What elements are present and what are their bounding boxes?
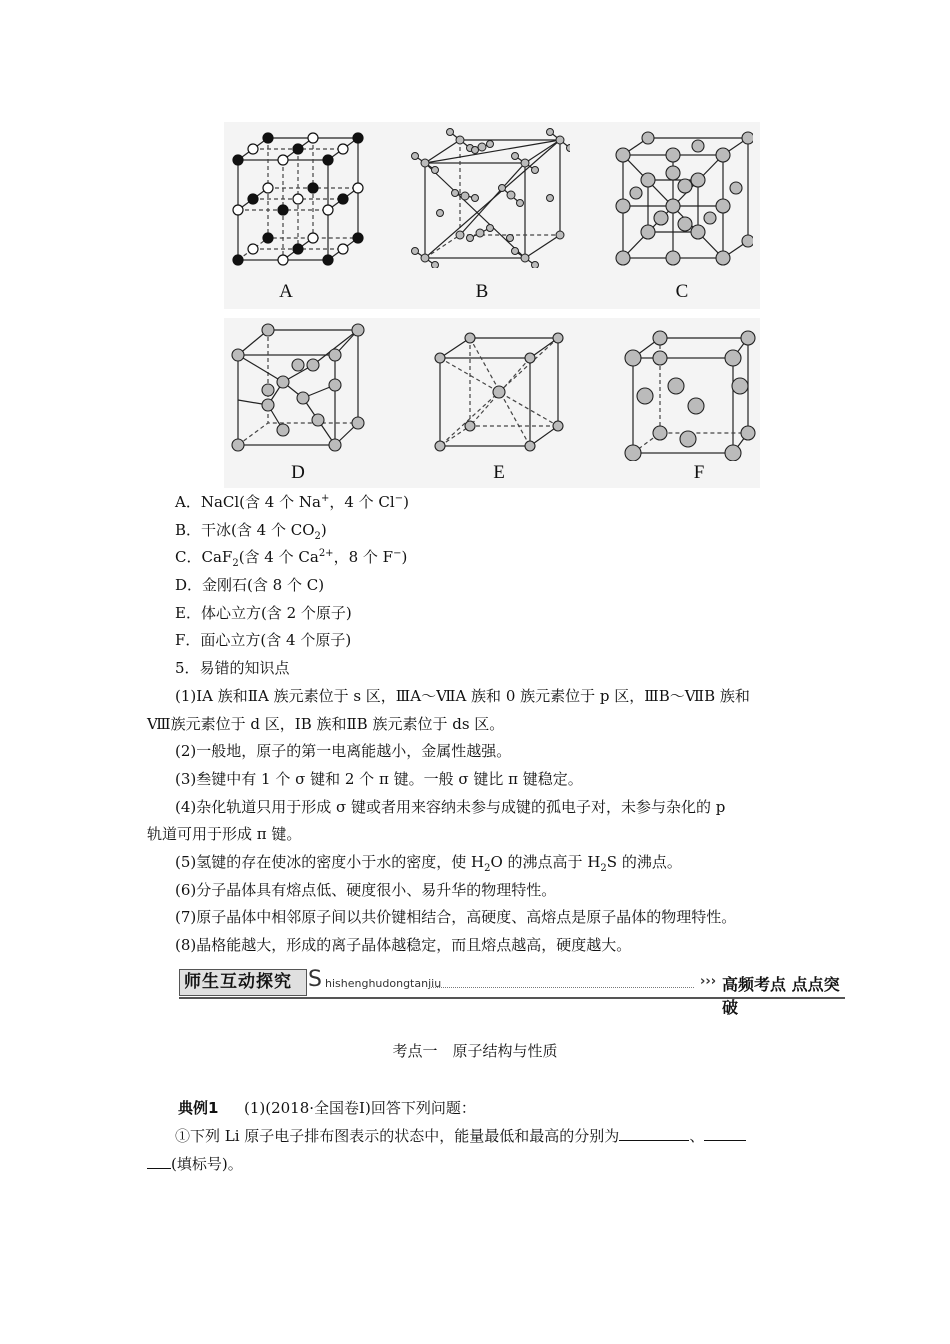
answer-blank-highest-part2[interactable] [147, 1154, 171, 1169]
section-banner [179, 967, 845, 1017]
example-intro [178, 1098, 476, 1118]
crystal-item-f: F．面心立方(含 4 个原子) [175, 631, 352, 649]
knowledge-point-2: (2)一般地，原子的第一电离能越小，金属性越强。 [175, 742, 512, 760]
figure-label-a: A [279, 281, 293, 302]
figure-label-d: D [291, 462, 305, 483]
crystal-item-e: E．体心立方(含 2 个原子) [175, 604, 352, 622]
example-question-1-line2: (填标号)。 [147, 1154, 243, 1174]
knowledge-point-1-line2: Ⅷ族元素位于 d 区，ⅠB 族和ⅡB 族元素位于 ds 区。 [147, 715, 505, 733]
crystal-dry-ice-diagram [410, 128, 570, 268]
knowledge-heading: 5．易错的知识点 [175, 659, 290, 677]
crystal-nacl-diagram [228, 128, 368, 268]
banner-arrows-icon: ››› [700, 974, 717, 989]
crystal-fcc-diagram [618, 326, 758, 461]
figure-label-b: B [475, 281, 489, 302]
example-tag: 典例1 [178, 1099, 219, 1117]
banner-dotted-rule [429, 987, 694, 988]
banner-right-title: 高频考点 点点突破 [722, 975, 840, 1017]
example-intro-text: (1)(2018·全国卷Ⅰ)回答下列问题： [244, 1099, 476, 1117]
knowledge-point-1-line1: (1)ⅠA 族和ⅡA 族元素位于 s 区，ⅢA～ⅦA 族和 0 族元素位于 p 区，ⅢB～ⅦB 族和 [175, 687, 750, 705]
figure-label-f: F [693, 462, 705, 483]
example-question-1-line1: ①下列 Li 原子电子排布图表示的状态中，能量最低和最高的分别为 、 [175, 1126, 746, 1146]
crystal-item-a: A．NaCl(含 4 个 Na+，4 个 Cl−) [175, 493, 409, 511]
crystal-bcc-diagram [430, 330, 570, 455]
banner-pinyin: hishenghudongtanjiu [325, 977, 442, 990]
knowledge-point-8: (8)晶格能越大，形成的离子晶体越稳定，而且熔点越高，硬度越大。 [175, 936, 632, 954]
knowledge-point-4-line1: (4)杂化轨道只用于形成 σ 键或者用来容纳未参与成键的孤电子对，未参与杂化的 p [175, 798, 726, 816]
knowledge-point-6: (6)分子晶体具有熔点低、硬度很小、易升华的物理特性。 [175, 881, 557, 899]
knowledge-point-7: (7)原子晶体中相邻原子间以共价键相结合，高硬度、高熔点是原子晶体的物理特性。 [175, 908, 737, 926]
knowledge-point-5: (5)氢键的存在使冰的密度小于水的密度，使 $H_2O$ 的沸点高于 $H_2S$ 的沸点。 [175, 853, 682, 874]
banner-left-title: 师生互动探究 [179, 969, 307, 996]
banner-initial: S [308, 967, 322, 992]
section-title: 考点一 原子结构与性质 [392, 1042, 558, 1060]
knowledge-point-4-line2: 轨道可用于形成 π 键。 [147, 825, 302, 843]
figure-label-c: C [675, 281, 689, 302]
answer-blank-highest-part1[interactable] [704, 1126, 746, 1141]
crystal-item-c: C．CaF$_2$(含 4 个 $Ca^{2+}$，8 个 F−) [175, 548, 408, 569]
crystal-caf2-diagram [613, 128, 753, 268]
banner-underline [179, 997, 845, 999]
crystal-item-d: D．金刚石(含 8 个 C) [175, 576, 325, 594]
crystal-item-b: B．干冰(含 4 个 $CO_2$) [175, 521, 327, 542]
figure-label-e: E [493, 462, 505, 483]
crystal-diamond-diagram [228, 320, 368, 455]
answer-blank-lowest[interactable] [619, 1126, 689, 1141]
knowledge-point-3: (3)叁键中有 1 个 σ 键和 2 个 π 键。一般 σ 键比 π 键稳定。 [175, 770, 583, 788]
